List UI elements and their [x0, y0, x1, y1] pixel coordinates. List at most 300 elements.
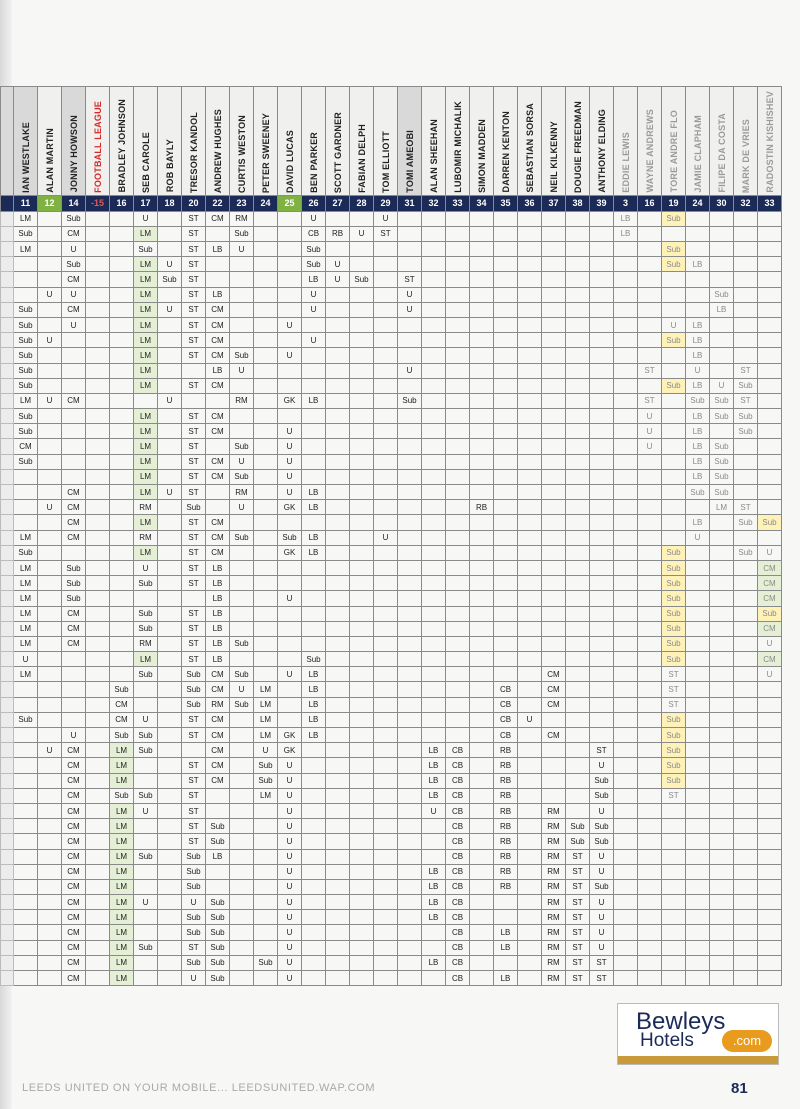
- appearance-cell: [614, 393, 638, 408]
- appearance-cell: [686, 576, 710, 591]
- appearance-cell: [350, 302, 374, 317]
- appearance-cell: [494, 652, 518, 667]
- appearance-cell: [566, 530, 590, 545]
- squad-number: 11: [14, 195, 38, 211]
- appearance-cell: [374, 393, 398, 408]
- appearance-cell: ST: [182, 788, 206, 803]
- appearance-cell: Sub: [134, 606, 158, 621]
- appearance-cell: RM: [230, 211, 254, 226]
- row-marker: [1, 242, 14, 257]
- appearance-cell: ST: [182, 621, 206, 636]
- appearance-cell: [350, 712, 374, 727]
- sponsor-bar: [618, 1056, 778, 1064]
- appearance-cell: [110, 348, 134, 363]
- appearance-cell: Sub: [206, 925, 230, 940]
- appearance-cell: GK: [278, 500, 302, 515]
- appearance-cell: [422, 591, 446, 606]
- appearance-cell: ST: [182, 560, 206, 575]
- appearance-cell: [446, 378, 470, 393]
- appearance-cell: [158, 560, 182, 575]
- appearance-cell: [686, 302, 710, 317]
- appearance-cell: [734, 454, 758, 469]
- appearance-cell: [254, 819, 278, 834]
- appearance-cell: [638, 758, 662, 773]
- appearance-cell: CM: [206, 211, 230, 226]
- match-row: [1, 834, 782, 849]
- appearance-cell: LB: [494, 940, 518, 955]
- appearance-cell: CM: [62, 515, 86, 530]
- appearance-cell: [494, 636, 518, 651]
- appearance-cell: [158, 925, 182, 940]
- appearance-cell: [542, 606, 566, 621]
- appearance-cell: [110, 545, 134, 560]
- appearance-cell: [614, 803, 638, 818]
- appearance-cell: Sub: [134, 743, 158, 758]
- appearance-cell: [446, 211, 470, 226]
- appearance-cell: ST: [638, 393, 662, 408]
- appearance-cell: [422, 317, 446, 332]
- appearance-cell: LM: [134, 439, 158, 454]
- appearance-cell: [38, 834, 62, 849]
- appearance-cell: [326, 682, 350, 697]
- appearance-cell: [14, 925, 38, 940]
- appearance-cell: [374, 971, 398, 986]
- appearance-cell: [422, 849, 446, 864]
- appearance-cell: [14, 910, 38, 925]
- appearance-cell: [734, 667, 758, 682]
- appearance-cell: [326, 576, 350, 591]
- appearance-cell: [86, 272, 110, 287]
- appearance-cell: [158, 819, 182, 834]
- appearance-cell: [638, 667, 662, 682]
- appearance-cell: RB: [470, 500, 494, 515]
- appearance-cell: [86, 864, 110, 879]
- appearance-cell: Sub: [662, 545, 686, 560]
- appearance-cell: Sub: [302, 652, 326, 667]
- appearance-cell: U: [590, 895, 614, 910]
- appearance-cell: [326, 621, 350, 636]
- appearance-cell: [350, 606, 374, 621]
- appearance-cell: [614, 834, 638, 849]
- appearance-cell: [446, 636, 470, 651]
- appearance-cell: Sub: [230, 439, 254, 454]
- appearance-cell: [278, 560, 302, 575]
- appearance-cell: [590, 424, 614, 439]
- appearance-cell: [686, 621, 710, 636]
- appearance-cell: U: [278, 849, 302, 864]
- appearance-cell: U: [182, 971, 206, 986]
- squad-number: 36: [518, 195, 542, 211]
- squad-number: 34: [470, 195, 494, 211]
- appearance-cell: [734, 530, 758, 545]
- appearance-cell: [590, 469, 614, 484]
- appearance-cell: [326, 439, 350, 454]
- appearance-cell: [710, 682, 734, 697]
- appearance-cell: [350, 834, 374, 849]
- appearance-cell: [302, 317, 326, 332]
- appearance-cell: [662, 348, 686, 363]
- appearance-cell: LB: [302, 545, 326, 560]
- appearance-cell: U: [518, 712, 542, 727]
- appearance-cell: [590, 515, 614, 530]
- appearance-cell: [230, 849, 254, 864]
- appearance-cell: [14, 819, 38, 834]
- appearance-cell: [422, 348, 446, 363]
- appearance-cell: [470, 864, 494, 879]
- appearance-cell: [710, 879, 734, 894]
- appearance-cell: [254, 515, 278, 530]
- appearance-cell: [86, 454, 110, 469]
- appearance-cell: [614, 576, 638, 591]
- appearance-cell: [86, 439, 110, 454]
- appearance-cell: Sub: [230, 226, 254, 241]
- row-marker: [1, 500, 14, 515]
- appearance-cell: [590, 667, 614, 682]
- appearance-cell: [614, 560, 638, 575]
- appearance-cell: [158, 606, 182, 621]
- appearance-cell: [710, 803, 734, 818]
- appearance-cell: [206, 788, 230, 803]
- appearance-cell: [230, 317, 254, 332]
- appearance-cell: [494, 667, 518, 682]
- appearance-cell: [734, 636, 758, 651]
- appearance-cell: [614, 879, 638, 894]
- appearance-cell: [470, 302, 494, 317]
- appearance-cell: [14, 895, 38, 910]
- appearance-cell: ST: [182, 606, 206, 621]
- appearance-cell: [14, 834, 38, 849]
- squad-number: 24: [686, 195, 710, 211]
- appearance-cell: Sub: [134, 621, 158, 636]
- appearance-cell: Sub: [590, 879, 614, 894]
- appearance-cell: [38, 530, 62, 545]
- appearance-cell: LM: [14, 576, 38, 591]
- appearance-cell: [686, 682, 710, 697]
- appearance-cell: [542, 424, 566, 439]
- match-row: [1, 895, 782, 910]
- appearance-cell: [590, 621, 614, 636]
- appearance-cell: [374, 940, 398, 955]
- appearance-cell: [758, 834, 782, 849]
- appearance-cell: U: [398, 363, 422, 378]
- appearance-cell: [638, 545, 662, 560]
- appearance-cell: [734, 317, 758, 332]
- appearance-cell: [494, 895, 518, 910]
- appearance-cell: Sub: [206, 971, 230, 986]
- appearance-cell: ST: [182, 348, 206, 363]
- appearance-cell: [350, 682, 374, 697]
- appearance-cell: LB: [686, 378, 710, 393]
- appearance-cell: GK: [278, 728, 302, 743]
- player-name: SEB CAROLE: [140, 131, 151, 193]
- appearance-cell: [614, 333, 638, 348]
- appearance-cell: [398, 955, 422, 970]
- appearance-cell: [518, 302, 542, 317]
- match-row: [1, 652, 782, 667]
- appearance-cell: CB: [494, 682, 518, 697]
- appearance-cell: [326, 864, 350, 879]
- appearance-grid: [0, 86, 782, 986]
- appearance-cell: CB: [446, 910, 470, 925]
- appearance-cell: [158, 348, 182, 363]
- appearance-cell: [446, 424, 470, 439]
- appearance-cell: [374, 317, 398, 332]
- appearance-cell: ST: [182, 454, 206, 469]
- appearance-cell: [590, 728, 614, 743]
- appearance-cell: ST: [662, 667, 686, 682]
- appearance-cell: U: [62, 287, 86, 302]
- appearance-cell: U: [62, 242, 86, 257]
- appearance-cell: [86, 591, 110, 606]
- appearance-cell: [470, 576, 494, 591]
- appearance-cell: [542, 515, 566, 530]
- appearance-cell: [14, 469, 38, 484]
- appearance-cell: [422, 621, 446, 636]
- appearance-cell: [638, 333, 662, 348]
- appearance-cell: Sub: [14, 454, 38, 469]
- appearance-cell: [542, 758, 566, 773]
- appearance-cell: LB: [302, 530, 326, 545]
- appearance-cell: [614, 606, 638, 621]
- appearance-cell: [566, 287, 590, 302]
- appearance-cell: U: [278, 895, 302, 910]
- appearance-cell: [254, 378, 278, 393]
- appearance-cell: [110, 317, 134, 332]
- appearance-cell: U: [158, 257, 182, 272]
- appearance-cell: U: [302, 211, 326, 226]
- appearance-cell: [374, 682, 398, 697]
- appearance-cell: [686, 819, 710, 834]
- appearance-cell: [446, 515, 470, 530]
- appearance-cell: LM: [14, 211, 38, 226]
- appearance-cell: [614, 849, 638, 864]
- appearance-cell: [38, 712, 62, 727]
- appearance-cell: [398, 242, 422, 257]
- appearance-cell: [86, 317, 110, 332]
- appearance-cell: [254, 834, 278, 849]
- appearance-cell: [662, 272, 686, 287]
- appearance-cell: [326, 469, 350, 484]
- appearance-cell: [86, 834, 110, 849]
- appearance-cell: [326, 819, 350, 834]
- appearance-cell: [686, 864, 710, 879]
- appearance-cell: CB: [446, 940, 470, 955]
- appearance-cell: [254, 803, 278, 818]
- appearance-cell: Sub: [662, 712, 686, 727]
- appearance-cell: [14, 788, 38, 803]
- appearance-cell: [86, 955, 110, 970]
- appearance-cell: Sub: [62, 560, 86, 575]
- appearance-cell: Sub: [758, 515, 782, 530]
- appearance-cell: [518, 803, 542, 818]
- appearance-cell: [134, 955, 158, 970]
- appearance-cell: [38, 545, 62, 560]
- appearance-cell: CM: [62, 803, 86, 818]
- appearance-cell: Sub: [110, 788, 134, 803]
- appearance-cell: ST: [590, 743, 614, 758]
- appearance-cell: [86, 424, 110, 439]
- appearance-cell: [686, 955, 710, 970]
- appearance-cell: [14, 971, 38, 986]
- player-name: WAYNE ANDREWS: [644, 109, 655, 193]
- row-marker: [1, 272, 14, 287]
- appearance-cell: [638, 788, 662, 803]
- appearance-cell: [158, 469, 182, 484]
- appearance-cell: [62, 697, 86, 712]
- appearance-cell: CB: [302, 226, 326, 241]
- appearance-cell: ST: [566, 940, 590, 955]
- player-name-header: [302, 87, 326, 196]
- match-row: [1, 849, 782, 864]
- appearance-cell: [326, 895, 350, 910]
- appearance-cell: [254, 864, 278, 879]
- appearance-cell: [350, 211, 374, 226]
- appearance-cell: [686, 895, 710, 910]
- appearance-cell: [734, 712, 758, 727]
- match-row: [1, 758, 782, 773]
- appearance-cell: Sub: [14, 317, 38, 332]
- appearance-cell: [38, 788, 62, 803]
- appearance-cell: [38, 226, 62, 241]
- appearance-cell: [14, 773, 38, 788]
- appearance-cell: Sub: [710, 439, 734, 454]
- appearance-cell: [278, 652, 302, 667]
- appearance-cell: [254, 211, 278, 226]
- appearance-cell: [38, 971, 62, 986]
- player-name: ALAN MARTIN: [44, 127, 55, 193]
- player-name-header: [494, 87, 518, 196]
- appearance-cell: [326, 971, 350, 986]
- appearance-cell: [686, 287, 710, 302]
- appearance-cell: [590, 393, 614, 408]
- player-name: ALAN SHEEHAN: [428, 118, 439, 193]
- appearance-cell: [566, 363, 590, 378]
- appearance-cell: [638, 621, 662, 636]
- appearance-cell: [542, 348, 566, 363]
- player-name: DOUGIE FREEDMAN: [572, 100, 583, 193]
- appearance-cell: [734, 773, 758, 788]
- appearance-cell: [398, 971, 422, 986]
- appearance-cell: [614, 591, 638, 606]
- appearance-cell: [350, 971, 374, 986]
- appearance-cell: [302, 940, 326, 955]
- appearance-cell: [734, 849, 758, 864]
- appearance-cell: LB: [302, 485, 326, 500]
- appearance-cell: LB: [206, 242, 230, 257]
- appearance-cell: Sub: [14, 378, 38, 393]
- appearance-cell: [638, 849, 662, 864]
- appearance-cell: [302, 363, 326, 378]
- appearance-cell: [710, 955, 734, 970]
- appearance-cell: [110, 560, 134, 575]
- appearance-cell: LB: [710, 302, 734, 317]
- appearance-cell: [614, 697, 638, 712]
- appearance-cell: [614, 864, 638, 879]
- player-name: NEIL KILKENNY: [548, 121, 559, 193]
- appearance-cell: [350, 636, 374, 651]
- appearance-cell: [374, 955, 398, 970]
- appearance-cell: [110, 576, 134, 591]
- appearance-cell: [758, 348, 782, 363]
- appearance-cell: [254, 606, 278, 621]
- appearance-cell: [110, 393, 134, 408]
- appearance-cell: U: [422, 803, 446, 818]
- appearance-cell: [38, 454, 62, 469]
- appearance-cell: [638, 211, 662, 226]
- appearance-cell: [734, 576, 758, 591]
- squad-number: 17: [134, 195, 158, 211]
- appearance-cell: [422, 545, 446, 560]
- appearance-cell: ST: [662, 682, 686, 697]
- appearance-cell: [710, 242, 734, 257]
- appearance-cell: [158, 834, 182, 849]
- appearance-cell: [638, 971, 662, 986]
- appearance-cell: [710, 333, 734, 348]
- appearance-cell: CM: [206, 773, 230, 788]
- appearance-cell: [518, 971, 542, 986]
- appearance-cell: [86, 302, 110, 317]
- appearance-cell: [254, 925, 278, 940]
- player-name-header: [470, 87, 494, 196]
- player-name-header: [374, 87, 398, 196]
- appearance-cell: [374, 302, 398, 317]
- appearance-cell: [566, 393, 590, 408]
- appearance-cell: [734, 895, 758, 910]
- row-marker-header: [1, 87, 14, 196]
- appearance-cell: [662, 439, 686, 454]
- appearance-cell: LB: [686, 439, 710, 454]
- appearance-cell: Sub: [134, 788, 158, 803]
- appearance-cell: [614, 895, 638, 910]
- appearance-cell: [734, 834, 758, 849]
- player-name: CURTIS WESTON: [236, 114, 247, 193]
- appearance-cell: U: [38, 393, 62, 408]
- appearance-cell: [518, 576, 542, 591]
- appearance-cell: LM: [134, 226, 158, 241]
- appearance-cell: Sub: [278, 530, 302, 545]
- row-marker: [1, 317, 14, 332]
- appearance-cell: [326, 712, 350, 727]
- appearance-cell: [638, 879, 662, 894]
- appearance-cell: [374, 697, 398, 712]
- appearance-cell: [686, 652, 710, 667]
- squad-number: 16: [638, 195, 662, 211]
- appearance-cell: Sub: [182, 667, 206, 682]
- appearance-cell: [638, 819, 662, 834]
- appearance-cell: U: [590, 925, 614, 940]
- appearance-cell: [38, 819, 62, 834]
- appearance-cell: [494, 910, 518, 925]
- appearance-cell: CM: [62, 849, 86, 864]
- appearance-cell: [470, 560, 494, 575]
- appearance-cell: U: [158, 485, 182, 500]
- appearance-cell: [638, 803, 662, 818]
- appearance-cell: [446, 393, 470, 408]
- appearance-cell: [230, 591, 254, 606]
- appearance-cell: [326, 606, 350, 621]
- appearance-cell: [398, 636, 422, 651]
- appearance-cell: RM: [542, 940, 566, 955]
- appearance-cell: [110, 636, 134, 651]
- appearance-cell: [38, 697, 62, 712]
- appearance-cell: [758, 363, 782, 378]
- appearance-cell: CB: [446, 834, 470, 849]
- appearance-cell: [182, 393, 206, 408]
- appearance-cell: [86, 636, 110, 651]
- appearance-cell: [302, 910, 326, 925]
- appearance-cell: [710, 530, 734, 545]
- appearance-cell: [398, 348, 422, 363]
